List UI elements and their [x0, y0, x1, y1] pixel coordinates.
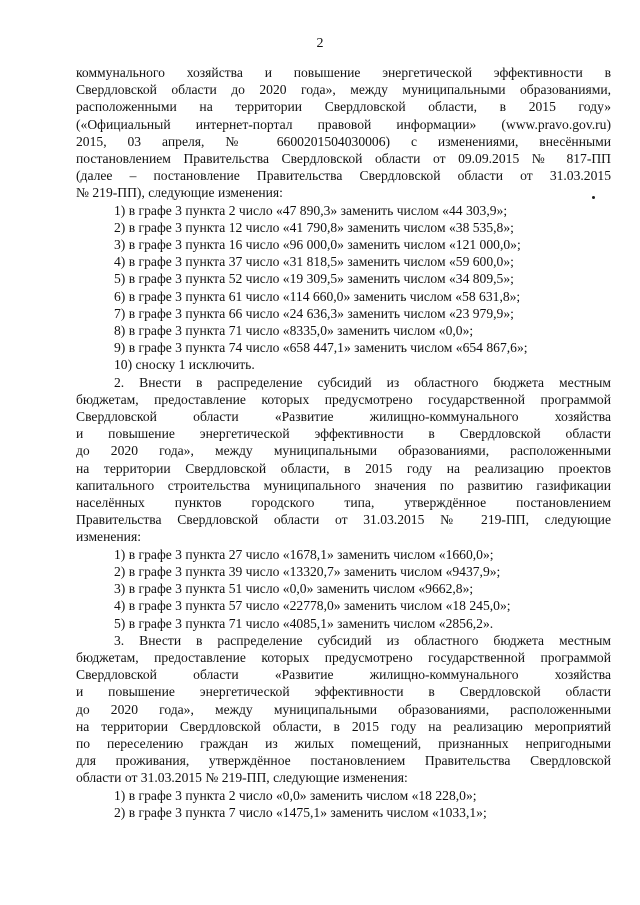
list-item: 1) в графе 3 пункта 2 число «47 890,3» заменить числом «44 303,9»;: [114, 202, 508, 218]
text-line: на территории Свердловской области, в 2015 году на реализацию проектов: [76, 460, 611, 476]
text-line: бюджетам, предоставление которых предусмотрено государственной программой: [76, 649, 611, 665]
list-item: 2) в графе 3 пункта 7 число «1475,1» заменить числом «1033,1»;: [114, 804, 487, 820]
text-line: Свердловской области «Развитие жилищно-коммунального хозяйства: [76, 409, 611, 425]
list-item: 8) в графе 3 пункта 71 число «8335,0» заменить числом «0,0»;: [114, 323, 474, 339]
text-line: до 2020 года», между муниципальными образованиями, расположенными: [76, 443, 611, 459]
text-line: (далее – постановление Правительства Свердловской области от 31.03.2015: [76, 168, 611, 184]
list-item: 5) в графе 3 пункта 52 число «19 309,5» заменить числом «34 809,5»;: [114, 271, 514, 287]
text-line: по переселению граждан из жилых помещений, признанных непригодными: [76, 735, 611, 751]
text-line: бюджетам, предоставление которых предусмотрено государственной программой: [76, 391, 611, 407]
list-item: 3) в графе 3 пункта 16 число «96 000,0» заменить числом «121 000,0»;: [114, 237, 521, 253]
list-item: 3) в графе 3 пункта 51 число «0,0» заменить числом «9662,8»;: [114, 581, 474, 597]
text-line: Правительства Свердловской области от 31.03.2015 № 219-ПП, следующие: [76, 512, 611, 528]
text-line: и повышение энергетической эффективности в Свердловской области: [76, 684, 611, 700]
paragraph-2: [76, 374, 611, 546]
text-line: 2015, 03 апреля, № 6600201504030006) с изменениями, внесёнными: [76, 133, 611, 149]
text-line: Свердловской области до 2020 года», между муниципальными образованиями,: [76, 82, 611, 98]
document-body: [76, 64, 611, 821]
list-item: 1) в графе 3 пункта 2 число «0,0» заменить числом «18 228,0»;: [114, 787, 477, 803]
amendment-list-1: [76, 202, 611, 374]
text-line: изменения:: [76, 529, 141, 545]
text-line: коммунального хозяйства и повышение энергетической эффективности в: [76, 65, 611, 80]
list-item: 10) сноску 1 исключить.: [114, 357, 255, 373]
list-item: 2) в графе 3 пункта 39 число «13320,7» заменить числом «9437,9»;: [114, 563, 501, 579]
list-item: 4) в графе 3 пункта 57 число «22778,0» заменить числом «18 245,0»;: [114, 598, 511, 614]
amendment-list-2: [76, 546, 611, 632]
text-line: до 2020 года», между муниципальными образованиями, расположенными: [76, 701, 611, 717]
text-line: № 219-ПП), следующие изменения:: [76, 185, 283, 201]
text-line: 3. Внести в распределение субсидий из областного бюджета местным: [114, 632, 611, 648]
text-line: расположенными на территории Свердловской области, в 2015 году»: [76, 99, 611, 115]
text-line: населённых пунктов городского типа, утверждённое постановлением: [76, 495, 611, 511]
list-item: 6) в графе 3 пункта 61 число «114 660,0» заменить числом «58 631,8»;: [114, 288, 521, 304]
text-line: капитального строительства муниципального значения по развитию газификации: [76, 477, 611, 493]
list-item: 7) в графе 3 пункта 66 число «24 636,3» заменить числом «23 979,9»;: [114, 305, 514, 321]
text-line: 2. Внести в распределение субсидий из областного бюджета местным: [114, 374, 611, 390]
amendment-list-3: [76, 787, 611, 821]
list-item: 9) в графе 3 пункта 74 число «658 447,1» заменить числом «654 867,6»;: [114, 340, 528, 356]
text-line: («Официальный интернет-портал правовой информации» (www.pravo.gov.ru): [76, 116, 611, 132]
text-line: постановлением Правительства Свердловской области от 09.09.2015 № 817-ПП: [76, 151, 611, 167]
list-item: 4) в графе 3 пункта 37 число «31 818,5» заменить числом «59 600,0»;: [114, 254, 514, 270]
text-line: Свердловской области «Развитие жилищно-коммунального хозяйства: [76, 667, 611, 683]
text-line: и повышение энергетической эффективности в Свердловской области: [76, 426, 611, 442]
list-item: 1) в графе 3 пункта 27 число «1678,1» заменить числом «1660,0»;: [114, 546, 494, 562]
intro-paragraph: [76, 64, 611, 202]
list-item: 2) в графе 3 пункта 12 число «41 790,8» заменить числом «38 535,8»;: [114, 219, 514, 235]
list-item: 5) в графе 3 пункта 71 число «4085,1» заменить числом «2856,2».: [114, 615, 494, 631]
text-line: для проживания, утверждённое постановлением Правительства Свердловской: [76, 753, 611, 769]
text-line: области от 31.03.2015 № 219-ПП, следующие изменения:: [76, 770, 408, 786]
paragraph-3: [76, 632, 611, 787]
page-number: 2: [316, 36, 324, 51]
text-line: на территории Свердловской области, в 2015 году на реализацию мероприятий: [76, 718, 611, 734]
